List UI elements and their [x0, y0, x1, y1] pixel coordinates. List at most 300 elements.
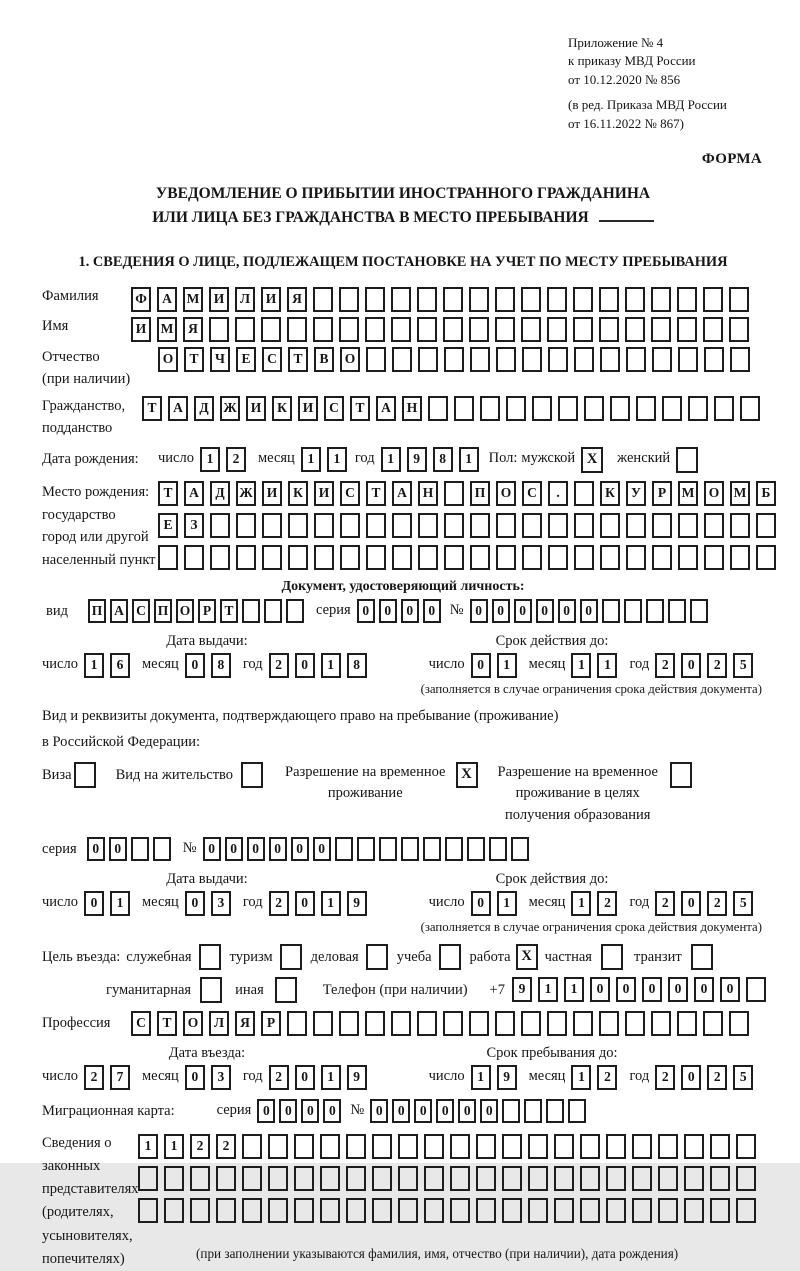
form-cell[interactable]: [606, 1198, 626, 1223]
form-cell[interactable]: [625, 287, 645, 312]
form-cell[interactable]: [417, 1011, 437, 1036]
form-cell[interactable]: 5: [733, 653, 753, 678]
form-cell[interactable]: [548, 347, 568, 372]
form-cell[interactable]: [366, 513, 386, 538]
form-cell[interactable]: 1: [471, 1065, 491, 1090]
form-cell[interactable]: 0: [694, 977, 714, 1002]
form-cell[interactable]: 2: [655, 891, 675, 916]
form-cell[interactable]: [209, 317, 229, 342]
form-cell[interactable]: К: [272, 396, 292, 421]
form-cell[interactable]: 0: [279, 1099, 297, 1123]
form-cell[interactable]: 1: [321, 1065, 341, 1090]
form-cell[interactable]: Л: [209, 1011, 229, 1036]
form-cell[interactable]: [730, 347, 750, 372]
form-cell[interactable]: [511, 837, 529, 861]
form-cell[interactable]: [470, 513, 490, 538]
form-cell[interactable]: 9: [407, 447, 427, 472]
form-cell[interactable]: [320, 1134, 340, 1159]
form-cell[interactable]: [574, 347, 594, 372]
form-cell[interactable]: [626, 545, 646, 570]
form-cell[interactable]: [365, 287, 385, 312]
form-cell[interactable]: [703, 1011, 723, 1036]
form-cell[interactable]: [392, 513, 412, 538]
temp-permit-edu-checkbox[interactable]: [670, 762, 692, 788]
form-cell[interactable]: 8: [433, 447, 453, 472]
form-cell[interactable]: О: [496, 481, 516, 506]
form-cell[interactable]: [294, 1166, 314, 1191]
form-cell[interactable]: [489, 837, 507, 861]
form-cell[interactable]: 1: [164, 1134, 184, 1159]
form-cell[interactable]: [454, 396, 474, 421]
form-cell[interactable]: И: [261, 287, 281, 312]
form-cell[interactable]: [444, 545, 464, 570]
form-cell[interactable]: [677, 317, 697, 342]
form-cell[interactable]: 1: [571, 653, 591, 678]
form-cell[interactable]: 0: [109, 837, 127, 861]
form-cell[interactable]: [418, 545, 438, 570]
form-cell[interactable]: 0: [642, 977, 662, 1002]
form-cell[interactable]: И: [209, 287, 229, 312]
form-cell[interactable]: [602, 599, 620, 623]
form-cell[interactable]: [450, 1134, 470, 1159]
form-cell[interactable]: [652, 545, 672, 570]
form-cell[interactable]: [651, 1011, 671, 1036]
form-cell[interactable]: [496, 513, 516, 538]
form-cell[interactable]: И: [131, 317, 151, 342]
form-cell[interactable]: А: [157, 287, 177, 312]
form-cell[interactable]: 2: [597, 1065, 617, 1090]
form-cell[interactable]: [677, 1011, 697, 1036]
form-cell[interactable]: [164, 1166, 184, 1191]
form-cell[interactable]: [703, 317, 723, 342]
form-cell[interactable]: [236, 513, 256, 538]
form-cell[interactable]: 1: [571, 1065, 591, 1090]
form-cell[interactable]: [528, 1134, 548, 1159]
form-cell[interactable]: 1: [138, 1134, 158, 1159]
form-cell[interactable]: [636, 396, 656, 421]
form-cell[interactable]: 0: [580, 599, 598, 623]
form-cell[interactable]: Ф: [131, 287, 151, 312]
form-cell[interactable]: [242, 1198, 262, 1223]
form-cell[interactable]: Т: [288, 347, 308, 372]
form-cell[interactable]: [320, 1166, 340, 1191]
form-cell[interactable]: [184, 545, 204, 570]
form-cell[interactable]: 0: [203, 837, 221, 861]
form-cell[interactable]: 1: [321, 653, 341, 678]
form-cell[interactable]: [424, 1134, 444, 1159]
form-cell[interactable]: Т: [220, 599, 238, 623]
form-cell[interactable]: [372, 1166, 392, 1191]
form-cell[interactable]: [372, 1198, 392, 1223]
form-cell[interactable]: К: [288, 481, 308, 506]
form-cell[interactable]: [216, 1198, 236, 1223]
form-cell[interactable]: [546, 1099, 564, 1123]
purpose-private-checkbox[interactable]: [601, 944, 623, 970]
form-cell[interactable]: [294, 1134, 314, 1159]
form-cell[interactable]: 0: [87, 837, 105, 861]
form-cell[interactable]: Д: [210, 481, 230, 506]
form-cell[interactable]: 0: [720, 977, 740, 1002]
form-cell[interactable]: 6: [110, 653, 130, 678]
form-cell[interactable]: С: [262, 347, 282, 372]
form-cell[interactable]: А: [392, 481, 412, 506]
form-cell[interactable]: О: [183, 1011, 203, 1036]
form-cell[interactable]: [547, 287, 567, 312]
form-cell[interactable]: [340, 513, 360, 538]
form-cell[interactable]: [625, 1011, 645, 1036]
sex-female-checkbox[interactable]: [676, 447, 698, 473]
form-cell[interactable]: И: [262, 481, 282, 506]
form-cell[interactable]: 0: [471, 653, 491, 678]
form-cell[interactable]: [262, 545, 282, 570]
form-cell[interactable]: [756, 513, 776, 538]
form-cell[interactable]: Т: [157, 1011, 177, 1036]
form-cell[interactable]: [652, 513, 672, 538]
form-cell[interactable]: 0: [458, 1099, 476, 1123]
temp-permit-checkbox[interactable]: X: [456, 762, 478, 788]
form-cell[interactable]: [366, 545, 386, 570]
form-cell[interactable]: [424, 1198, 444, 1223]
form-cell[interactable]: 2: [707, 891, 727, 916]
visa-checkbox[interactable]: [74, 762, 96, 788]
form-cell[interactable]: [521, 287, 541, 312]
form-cell[interactable]: [502, 1198, 522, 1223]
form-cell[interactable]: [313, 317, 333, 342]
form-cell[interactable]: М: [678, 481, 698, 506]
form-cell[interactable]: [357, 837, 375, 861]
form-cell[interactable]: П: [154, 599, 172, 623]
form-cell[interactable]: [469, 287, 489, 312]
form-cell[interactable]: [521, 317, 541, 342]
form-cell[interactable]: [580, 1134, 600, 1159]
form-cell[interactable]: И: [314, 481, 334, 506]
form-cell[interactable]: [746, 977, 766, 1002]
form-cell[interactable]: У: [626, 481, 646, 506]
form-cell[interactable]: О: [340, 347, 360, 372]
form-cell[interactable]: [444, 513, 464, 538]
form-cell[interactable]: 1: [301, 447, 321, 472]
form-cell[interactable]: [346, 1198, 366, 1223]
form-cell[interactable]: 0: [357, 599, 375, 623]
form-cell[interactable]: 0: [681, 1065, 701, 1090]
form-cell[interactable]: 2: [707, 1065, 727, 1090]
form-cell[interactable]: [678, 513, 698, 538]
form-cell[interactable]: [684, 1198, 704, 1223]
form-cell[interactable]: [398, 1198, 418, 1223]
form-cell[interactable]: Е: [236, 347, 256, 372]
form-cell[interactable]: Т: [184, 347, 204, 372]
form-cell[interactable]: [346, 1134, 366, 1159]
form-cell[interactable]: [391, 1011, 411, 1036]
form-cell[interactable]: [568, 1099, 586, 1123]
form-cell[interactable]: [624, 599, 642, 623]
form-cell[interactable]: [417, 317, 437, 342]
form-cell[interactable]: А: [110, 599, 128, 623]
purpose-other-checkbox[interactable]: [275, 977, 297, 1003]
form-cell[interactable]: [547, 1011, 567, 1036]
form-cell[interactable]: [339, 1011, 359, 1036]
form-cell[interactable]: [391, 287, 411, 312]
form-cell[interactable]: 0: [295, 891, 315, 916]
form-cell[interactable]: [216, 1166, 236, 1191]
form-cell[interactable]: [313, 287, 333, 312]
form-cell[interactable]: [532, 396, 552, 421]
form-cell[interactable]: [138, 1166, 158, 1191]
form-cell[interactable]: [554, 1166, 574, 1191]
form-cell[interactable]: [496, 347, 516, 372]
form-cell[interactable]: 2: [655, 653, 675, 678]
form-cell[interactable]: [365, 1011, 385, 1036]
form-cell[interactable]: [548, 545, 568, 570]
form-cell[interactable]: 0: [414, 1099, 432, 1123]
form-cell[interactable]: [646, 599, 664, 623]
form-cell[interactable]: М: [183, 287, 203, 312]
form-cell[interactable]: Ч: [210, 347, 230, 372]
form-cell[interactable]: О: [158, 347, 178, 372]
form-cell[interactable]: Ж: [220, 396, 240, 421]
form-cell[interactable]: [651, 317, 671, 342]
form-cell[interactable]: [264, 599, 282, 623]
form-cell[interactable]: [528, 1198, 548, 1223]
form-cell[interactable]: [391, 317, 411, 342]
form-cell[interactable]: [470, 347, 490, 372]
form-cell[interactable]: [730, 545, 750, 570]
form-cell[interactable]: 1: [381, 447, 401, 472]
form-cell[interactable]: [632, 1166, 652, 1191]
form-cell[interactable]: 7: [110, 1065, 130, 1090]
form-cell[interactable]: 0: [313, 837, 331, 861]
form-cell[interactable]: [506, 396, 526, 421]
form-cell[interactable]: [131, 837, 149, 861]
form-cell[interactable]: Р: [261, 1011, 281, 1036]
form-cell[interactable]: [164, 1198, 184, 1223]
form-cell[interactable]: Я: [287, 287, 307, 312]
form-cell[interactable]: [335, 837, 353, 861]
form-cell[interactable]: [444, 481, 464, 506]
form-cell[interactable]: [756, 545, 776, 570]
form-cell[interactable]: [684, 1166, 704, 1191]
form-cell[interactable]: [729, 287, 749, 312]
form-cell[interactable]: [314, 513, 334, 538]
form-cell[interactable]: С: [340, 481, 360, 506]
form-cell[interactable]: [286, 599, 304, 623]
form-cell[interactable]: [476, 1134, 496, 1159]
form-cell[interactable]: [574, 481, 594, 506]
form-cell[interactable]: [710, 1166, 730, 1191]
form-cell[interactable]: [704, 545, 724, 570]
form-cell[interactable]: [626, 347, 646, 372]
form-cell[interactable]: [600, 513, 620, 538]
form-cell[interactable]: [294, 1198, 314, 1223]
purpose-humanitarian-checkbox[interactable]: [200, 977, 222, 1003]
form-cell[interactable]: 8: [347, 653, 367, 678]
form-cell[interactable]: [443, 1011, 463, 1036]
form-cell[interactable]: [522, 513, 542, 538]
form-cell[interactable]: Т: [158, 481, 178, 506]
form-cell[interactable]: 1: [110, 891, 130, 916]
form-cell[interactable]: Т: [366, 481, 386, 506]
form-cell[interactable]: 0: [84, 891, 104, 916]
form-cell[interactable]: 2: [226, 447, 246, 472]
form-cell[interactable]: [190, 1198, 210, 1223]
form-cell[interactable]: [574, 513, 594, 538]
form-cell[interactable]: 0: [392, 1099, 410, 1123]
form-cell[interactable]: [703, 287, 723, 312]
purpose-business-checkbox[interactable]: [199, 944, 221, 970]
form-cell[interactable]: [340, 545, 360, 570]
form-cell[interactable]: [423, 837, 441, 861]
form-cell[interactable]: [522, 545, 542, 570]
form-cell[interactable]: [662, 396, 682, 421]
form-cell[interactable]: [268, 1134, 288, 1159]
form-cell[interactable]: 0: [480, 1099, 498, 1123]
form-cell[interactable]: [573, 287, 593, 312]
form-cell[interactable]: [502, 1134, 522, 1159]
form-cell[interactable]: Л: [235, 287, 255, 312]
form-cell[interactable]: [625, 317, 645, 342]
form-cell[interactable]: 0: [379, 599, 397, 623]
form-cell[interactable]: [242, 1166, 262, 1191]
form-cell[interactable]: [470, 545, 490, 570]
form-cell[interactable]: Д: [194, 396, 214, 421]
form-cell[interactable]: [736, 1166, 756, 1191]
form-cell[interactable]: 0: [301, 1099, 319, 1123]
form-cell[interactable]: 1: [497, 653, 517, 678]
form-cell[interactable]: [469, 317, 489, 342]
form-cell[interactable]: [444, 347, 464, 372]
form-cell[interactable]: [710, 1134, 730, 1159]
form-cell[interactable]: [606, 1134, 626, 1159]
form-cell[interactable]: 1: [84, 653, 104, 678]
form-cell[interactable]: [632, 1134, 652, 1159]
form-cell[interactable]: 0: [295, 653, 315, 678]
form-cell[interactable]: [736, 1134, 756, 1159]
form-cell[interactable]: [138, 1198, 158, 1223]
form-cell[interactable]: В: [314, 347, 334, 372]
form-cell[interactable]: [418, 513, 438, 538]
form-cell[interactable]: [287, 317, 307, 342]
form-cell[interactable]: [210, 545, 230, 570]
form-cell[interactable]: [580, 1166, 600, 1191]
form-cell[interactable]: [710, 1198, 730, 1223]
form-cell[interactable]: 2: [190, 1134, 210, 1159]
form-cell[interactable]: [450, 1198, 470, 1223]
form-cell[interactable]: 0: [247, 837, 265, 861]
form-cell[interactable]: С: [522, 481, 542, 506]
form-cell[interactable]: [599, 1011, 619, 1036]
form-cell[interactable]: Я: [235, 1011, 255, 1036]
form-cell[interactable]: .: [548, 481, 568, 506]
form-cell[interactable]: [740, 396, 760, 421]
form-cell[interactable]: [610, 396, 630, 421]
form-cell[interactable]: [372, 1134, 392, 1159]
form-cell[interactable]: 0: [185, 1065, 205, 1090]
form-cell[interactable]: [424, 1166, 444, 1191]
form-cell[interactable]: [288, 545, 308, 570]
form-cell[interactable]: [158, 545, 178, 570]
form-cell[interactable]: [658, 1198, 678, 1223]
form-cell[interactable]: 1: [597, 653, 617, 678]
form-cell[interactable]: [688, 396, 708, 421]
form-cell[interactable]: [668, 599, 686, 623]
form-cell[interactable]: [443, 317, 463, 342]
form-cell[interactable]: 0: [225, 837, 243, 861]
form-cell[interactable]: 0: [616, 977, 636, 1002]
form-cell[interactable]: [401, 837, 419, 861]
form-cell[interactable]: [398, 1134, 418, 1159]
form-cell[interactable]: [528, 1166, 548, 1191]
form-cell[interactable]: 0: [536, 599, 554, 623]
form-cell[interactable]: [736, 1198, 756, 1223]
form-cell[interactable]: Н: [402, 396, 422, 421]
form-cell[interactable]: [476, 1198, 496, 1223]
form-cell[interactable]: Е: [158, 513, 178, 538]
form-cell[interactable]: 2: [216, 1134, 236, 1159]
form-cell[interactable]: [600, 545, 620, 570]
form-cell[interactable]: 2: [269, 653, 289, 678]
form-cell[interactable]: [495, 287, 515, 312]
form-cell[interactable]: [346, 1166, 366, 1191]
form-cell[interactable]: [502, 1099, 520, 1123]
form-cell[interactable]: 2: [269, 891, 289, 916]
form-cell[interactable]: [268, 1198, 288, 1223]
form-cell[interactable]: 9: [347, 1065, 367, 1090]
form-cell[interactable]: [690, 599, 708, 623]
form-cell[interactable]: [729, 1011, 749, 1036]
form-cell[interactable]: [496, 545, 516, 570]
form-cell[interactable]: 0: [558, 599, 576, 623]
form-cell[interactable]: 0: [370, 1099, 388, 1123]
form-cell[interactable]: [476, 1166, 496, 1191]
form-cell[interactable]: [502, 1166, 522, 1191]
form-cell[interactable]: [547, 317, 567, 342]
form-cell[interactable]: 1: [459, 447, 479, 472]
form-cell[interactable]: С: [324, 396, 344, 421]
form-cell[interactable]: 5: [733, 1065, 753, 1090]
form-cell[interactable]: [573, 317, 593, 342]
form-cell[interactable]: 0: [514, 599, 532, 623]
form-cell[interactable]: [704, 347, 724, 372]
form-cell[interactable]: [554, 1134, 574, 1159]
form-cell[interactable]: [288, 513, 308, 538]
form-cell[interactable]: М: [157, 317, 177, 342]
form-cell[interactable]: [626, 513, 646, 538]
form-cell[interactable]: [467, 837, 485, 861]
form-cell[interactable]: [714, 396, 734, 421]
form-cell[interactable]: О: [704, 481, 724, 506]
form-cell[interactable]: 1: [564, 977, 584, 1002]
form-cell[interactable]: [599, 287, 619, 312]
form-cell[interactable]: [599, 317, 619, 342]
form-cell[interactable]: [606, 1166, 626, 1191]
form-cell[interactable]: А: [184, 481, 204, 506]
form-cell[interactable]: 0: [401, 599, 419, 623]
form-cell[interactable]: 0: [436, 1099, 454, 1123]
form-cell[interactable]: [730, 513, 750, 538]
form-cell[interactable]: П: [88, 599, 106, 623]
purpose-commercial-checkbox[interactable]: [366, 944, 388, 970]
form-cell[interactable]: [495, 1011, 515, 1036]
form-cell[interactable]: [678, 545, 698, 570]
form-cell[interactable]: [236, 545, 256, 570]
form-cell[interactable]: Я: [183, 317, 203, 342]
form-cell[interactable]: [704, 513, 724, 538]
form-cell[interactable]: [573, 1011, 593, 1036]
form-cell[interactable]: 2: [269, 1065, 289, 1090]
form-cell[interactable]: 1: [321, 891, 341, 916]
form-cell[interactable]: 0: [668, 977, 688, 1002]
form-cell[interactable]: 0: [681, 653, 701, 678]
